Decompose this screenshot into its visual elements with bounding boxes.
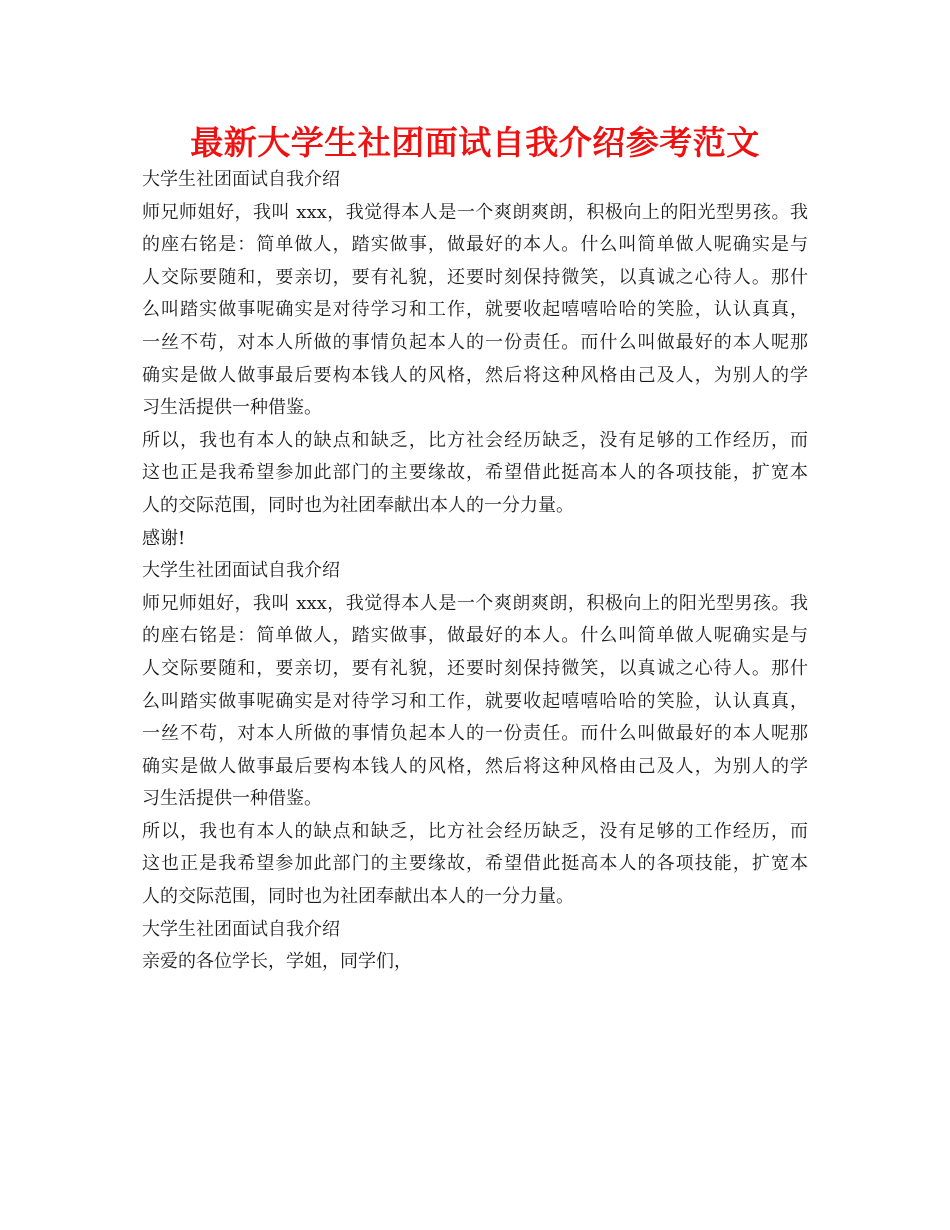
body-line: 一丝不苟，对本人所做的事情负起本人的一份责任。而什么叫做最好的本人呢那 <box>142 723 808 745</box>
body-line: 习生活提供一种借鉴。 <box>142 788 322 810</box>
body-line: 人的交际范围，同时也为社团奉献出本人的一分力量。 <box>142 494 574 516</box>
section-heading: 大学生社团面试自我介绍 <box>142 560 340 582</box>
body-line: 么叫踏实做事呢确实是对待学习和工作，就要收起嘻嘻哈哈的笑脸，认认真真， <box>142 299 808 321</box>
body-line: 所以，我也有本人的缺点和缺乏，比方社会经历缺乏，没有足够的工作经历，而 <box>142 820 808 842</box>
body-line: 确实是做人做事最后要构本钱人的风格，然后将这种风格由己及人，为别人的学 <box>142 364 808 386</box>
body-line: 一丝不苟，对本人所做的事情负起本人的一份责任。而什么叫做最好的本人呢那 <box>142 331 808 353</box>
body-line: 亲爱的各位学长，学姐，同学们， <box>142 951 412 973</box>
body-line: 确实是做人做事最后要构本钱人的风格，然后将这种风格由己及人，为别人的学 <box>142 755 808 777</box>
body-line: 人交际要随和，要亲切，要有礼貌，还要时刻保持微笑，以真诚之心待人。那什 <box>142 657 808 679</box>
body-line: 习生活提供一种借鉴。 <box>142 397 322 419</box>
body-line: 这也正是我希望参加此部门的主要缘故，希望借此挺高本人的各项技能，扩宽本 <box>142 462 808 484</box>
body-line: 么叫踏实做事呢确实是对待学习和工作，就要收起嘻嘻哈哈的笑脸，认认真真， <box>142 690 808 712</box>
body-line: 师兄师姐好，我叫 xxx，我觉得本人是一个爽朗爽朗，积极向上的阳光型男孩。我 <box>142 201 808 223</box>
body-line: 的座右铭是：简单做人，踏实做事，做最好的本人。什么叫简单做人呢确实是与 <box>142 234 808 256</box>
body-line: 人交际要随和，要亲切，要有礼貌，还要时刻保持微笑，以真诚之心待人。那什 <box>142 266 808 288</box>
body-line: 所以，我也有本人的缺点和缺乏，比方社会经历缺乏，没有足够的工作经历，而 <box>142 429 808 451</box>
body-line: 感谢! <box>142 527 186 549</box>
document-title: 最新大学生社团面试自我介绍参考范文 <box>190 123 760 162</box>
body-line: 师兄师姐好，我叫 xxx，我觉得本人是一个爽朗爽朗，积极向上的阳光型男孩。我 <box>142 592 808 614</box>
body-line: 的座右铭是：简单做人，踏实做事，做最好的本人。什么叫简单做人呢确实是与 <box>142 625 808 647</box>
body-line: 这也正是我希望参加此部门的主要缘故，希望借此挺高本人的各项技能，扩宽本 <box>142 853 808 875</box>
body-line: 人的交际范围，同时也为社团奉献出本人的一分力量。 <box>142 886 574 908</box>
section-heading: 大学生社团面试自我介绍 <box>142 169 340 190</box>
document-body <box>142 164 808 979</box>
section-heading: 大学生社团面试自我介绍 <box>142 918 340 940</box>
